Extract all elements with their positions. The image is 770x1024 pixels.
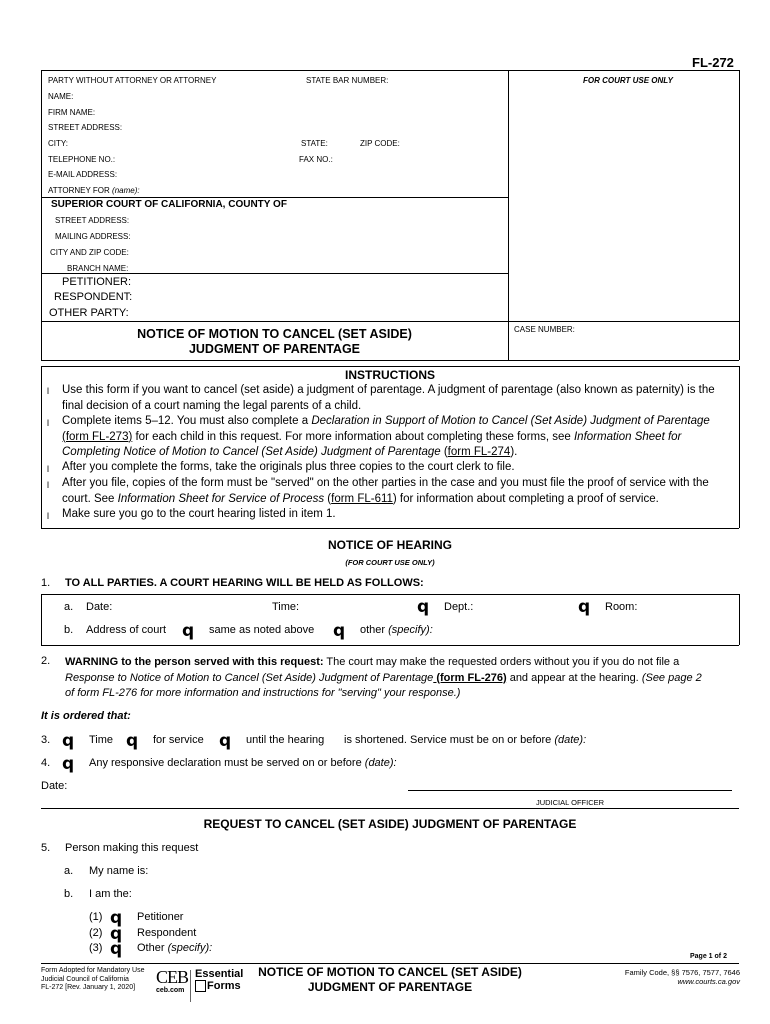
footer-title-line1: NOTICE OF MOTION TO CANCEL (SET ASIDE) — [258, 965, 522, 979]
item-4-date-label: (date): — [364, 757, 397, 769]
item-1b-label: b. — [64, 624, 74, 636]
other-role-field[interactable] — [137, 942, 212, 954]
ceb-url: ceb.com — [156, 987, 185, 994]
logo-divider — [190, 970, 191, 1002]
respondent-field[interactable]: RESPONDENT: — [54, 291, 133, 303]
warning-label: WARNING to the person served with this request: — [65, 656, 324, 668]
response-form-title: Response to Notice of Motion to Cancel (Set Aside) Judgment of Parentage — [65, 671, 434, 684]
other-party-field[interactable]: OTHER PARTY: — [49, 307, 129, 319]
item-3-number: 3. — [41, 734, 51, 746]
fl-611-link[interactable]: form FL-611 — [331, 492, 393, 505]
section-divider — [41, 808, 739, 809]
zip-field[interactable]: ZIP CODE: — [360, 139, 400, 148]
petitioner-option-label: Petitioner — [137, 911, 184, 923]
option-3-number: (3) — [89, 942, 103, 954]
instruction-1-line2: final decision of a court naming the legal parents of a child. — [62, 399, 362, 412]
hearing-date-field[interactable]: Date: — [86, 601, 113, 613]
item-1-text: TO ALL PARTIES. A COURT HEARING WILL BE HELD AS FOLLOWS: — [65, 577, 424, 589]
bullet-icon: l — [47, 418, 49, 428]
court-use-only-note: (FOR COURT USE ONLY) — [345, 558, 435, 567]
instruction-1-line1: Use this form if you want to cancel (set aside) a judgment of parentage. A judgment of parentage (also known as paternity) is the — [62, 384, 715, 396]
item-3-service-label: for service — [153, 734, 204, 746]
instruction-1 — [62, 383, 715, 414]
adoption-line2: Judicial Council of California — [41, 975, 129, 983]
ceb-logo — [156, 968, 188, 995]
footer-rule — [41, 963, 739, 964]
hearing-room-field[interactable]: Room: — [605, 601, 638, 613]
telephone-field[interactable]: TELEPHONE NO.: — [48, 155, 116, 164]
form-title-line1: NOTICE OF MOTION TO CANCEL (SET ASIDE) — [137, 327, 412, 341]
attorney-for-label: ATTORNEY FOR — [48, 186, 110, 195]
firm-name-field[interactable]: FIRM NAME: — [48, 108, 96, 117]
service-checkbox-icon[interactable]: q — [126, 731, 139, 751]
footer-title-line2: JUDGMENT OF PARENTAGE — [307, 980, 473, 994]
fl-276-link[interactable]: (form FL-276) — [433, 671, 507, 684]
option-1-number: (1) — [89, 911, 103, 923]
instruction-4-line1: After you file, copies of the form must be "served" on the other parties in the case and you must file the proof of service with the — [62, 477, 709, 489]
info-sheet-title: Information Sheet for — [573, 430, 682, 443]
essential-forms-logo — [195, 968, 243, 992]
court-street-field[interactable]: STREET ADDRESS: — [55, 216, 130, 225]
court-heading: SUPERIOR COURT OF CALIFORNIA, COUNTY OF — [51, 199, 287, 210]
item-3-rest: is shortened. Service must be on or before — [344, 734, 552, 746]
instruction-4-text: ) for information about completing a proof of service. — [392, 492, 659, 505]
bullet-icon: l — [47, 464, 49, 474]
court-branch-field[interactable]: BRANCH NAME: — [67, 264, 129, 273]
family-code-citation: Family Code, §§ 7576, 7577, 7646 — [624, 968, 740, 977]
page-number: Page 1 of 2 — [690, 953, 727, 960]
warning-note: (See page 2 — [641, 671, 702, 684]
instruction-4-text: court. See — [62, 492, 118, 505]
essential-logo-line1: Essential — [195, 968, 244, 980]
forms-logo-icon — [195, 980, 206, 992]
service-info-title: Information Sheet for Service of Process — [117, 492, 325, 505]
form-title — [41, 327, 508, 357]
ceb-logo-text: CEB — [156, 967, 189, 987]
other-role-label: Other — [137, 942, 165, 954]
bullet-icon: l — [47, 386, 49, 396]
other-address-checkbox-icon[interactable]: q — [333, 621, 346, 641]
declaration-form-title: Declaration in Support of Motion to Cancel (Set Aside) Judgment of Parentage — [311, 415, 710, 427]
signature-line — [408, 790, 732, 791]
same-address-label: same as noted above — [209, 624, 315, 636]
instruction-5: Make sure you go to the court hearing listed in item 1. — [62, 508, 336, 520]
city-field[interactable]: CITY: — [48, 139, 69, 148]
court-use-label: FOR COURT USE ONLY — [583, 76, 673, 85]
service-date-field[interactable] — [344, 734, 586, 746]
order-date-field[interactable]: Date: — [41, 780, 68, 792]
footer-citations — [560, 968, 740, 986]
name-field[interactable]: NAME: — [48, 92, 74, 101]
notice-of-hearing-heading: NOTICE OF HEARING — [327, 538, 452, 552]
address-of-court-label: Address of court — [86, 624, 167, 636]
state-field[interactable]: STATE: — [301, 139, 328, 148]
other-role-checkbox-icon[interactable]: q — [110, 939, 123, 959]
item-5b-label: b. — [64, 888, 74, 900]
other-role-specify: (specify): — [167, 942, 213, 954]
footer-title — [250, 965, 530, 995]
warning-note: of form FL-276 for more information and instructions for "serving" your response.) — [65, 687, 461, 699]
responsive-declaration-checkbox-icon[interactable]: q — [62, 754, 75, 774]
i-am-the-label: I am the: — [89, 888, 132, 900]
item-1a-label: a. — [64, 601, 74, 613]
item-2-warning — [65, 655, 702, 702]
instructions-heading: INSTRUCTIONS — [345, 368, 435, 382]
my-name-field[interactable]: My name is: — [89, 865, 149, 877]
instruction-4 — [62, 476, 709, 507]
adoption-line1: Form Adopted for Mandatory Use — [41, 967, 145, 974]
same-address-checkbox-icon[interactable]: q — [182, 621, 195, 641]
respondent-checkbox-icon[interactable]: q — [110, 924, 123, 944]
adoption-line3: FL-272 [Rev. January 1, 2020] — [41, 984, 136, 991]
fax-field[interactable]: FAX NO.: — [299, 155, 333, 164]
time-checkbox-icon[interactable]: q — [62, 731, 75, 751]
instruction-2-text: ( — [440, 446, 448, 458]
instruction-4-text: ( — [324, 492, 332, 505]
street-address-field[interactable]: STREET ADDRESS: — [48, 123, 123, 132]
item-3-until-label: until the hearing — [246, 734, 325, 746]
item-5a-label: a. — [64, 865, 74, 877]
hearing-time-field[interactable]: Time: — [272, 601, 300, 613]
info-sheet-title: Completing Notice of Motion to Cancel (Set Aside) Judgment of Parentage — [62, 446, 441, 458]
form-title-line2: JUDGMENT OF PARENTAGE — [188, 342, 361, 356]
warning-text: and appear at the hearing. — [506, 671, 642, 684]
essential-logo-line2: Forms — [207, 980, 241, 992]
item-3-time-label: Time — [89, 734, 114, 746]
party-label: PARTY WITHOUT ATTORNEY OR ATTORNEY — [48, 76, 217, 85]
ordered-heading: It is ordered that: — [41, 710, 131, 722]
item-4-number: 4. — [41, 757, 51, 769]
instruction-2-text: ). — [510, 446, 518, 458]
item-4-text: Any responsive declaration must be served on or before — [89, 757, 362, 769]
hearing-dept-field[interactable]: Dept.: — [444, 601, 474, 613]
courts-url[interactable]: www.courts.ca.gov — [677, 977, 740, 986]
form-id: FL-272 — [692, 55, 734, 70]
court-city-field[interactable]: CITY AND ZIP CODE: — [50, 248, 129, 257]
item-2-number: 2. — [41, 655, 51, 667]
judicial-officer-label: JUDICIAL OFFICER — [535, 798, 605, 807]
petitioner-checkbox-icon[interactable]: q — [110, 908, 123, 928]
request-heading: REQUEST TO CANCEL (SET ASIDE) JUDGMENT OF PARENTAGE — [203, 817, 577, 831]
item-5-text: Person making this request — [65, 842, 199, 854]
dept-checkbox-icon[interactable]: q — [417, 597, 430, 617]
bullet-icon: l — [47, 511, 49, 521]
item-1-number: 1. — [41, 577, 51, 589]
fl-274-link[interactable]: form FL-274 — [447, 446, 511, 458]
case-number-field[interactable]: CASE NUMBER: — [514, 325, 575, 334]
adoption-note — [41, 967, 145, 993]
attorney-for-field[interactable] — [48, 186, 140, 195]
respondent-option-label: Respondent — [137, 927, 197, 939]
warning-text: The court may make the requested orders without you if you do not file a — [323, 656, 680, 668]
other-address-specify: (specify): — [388, 624, 433, 636]
until-hearing-checkbox-icon[interactable]: q — [219, 731, 232, 751]
court-mailing-field[interactable]: MAILING ADDRESS: — [55, 232, 131, 241]
option-2-number: (2) — [89, 927, 103, 939]
instruction-3: After you complete the forms, take the originals plus three copies to the court clerk to file. — [62, 461, 515, 473]
item-3-date-label: (date): — [554, 734, 587, 746]
instruction-2-text: for each child in this request. For more information about completing these forms, see — [132, 430, 574, 443]
state-bar-label: STATE BAR NUMBER: — [306, 76, 389, 85]
other-address-label: other — [360, 624, 386, 636]
bullet-icon: l — [47, 480, 49, 490]
fl-273-link[interactable]: (form FL-273) — [62, 430, 133, 443]
responsive-date-field[interactable] — [89, 757, 397, 769]
room-checkbox-icon[interactable]: q — [578, 597, 591, 617]
attorney-for-name-label: (name): — [112, 186, 140, 195]
petitioner-field[interactable]: PETITIONER: — [62, 276, 132, 288]
instruction-2-text: Complete items 5–12. You must also complete a — [62, 415, 312, 427]
instruction-2 — [62, 414, 710, 461]
email-field[interactable]: E-MAIL ADDRESS: — [48, 170, 118, 179]
other-address-field[interactable] — [360, 624, 433, 636]
item-5-number: 5. — [41, 842, 51, 854]
